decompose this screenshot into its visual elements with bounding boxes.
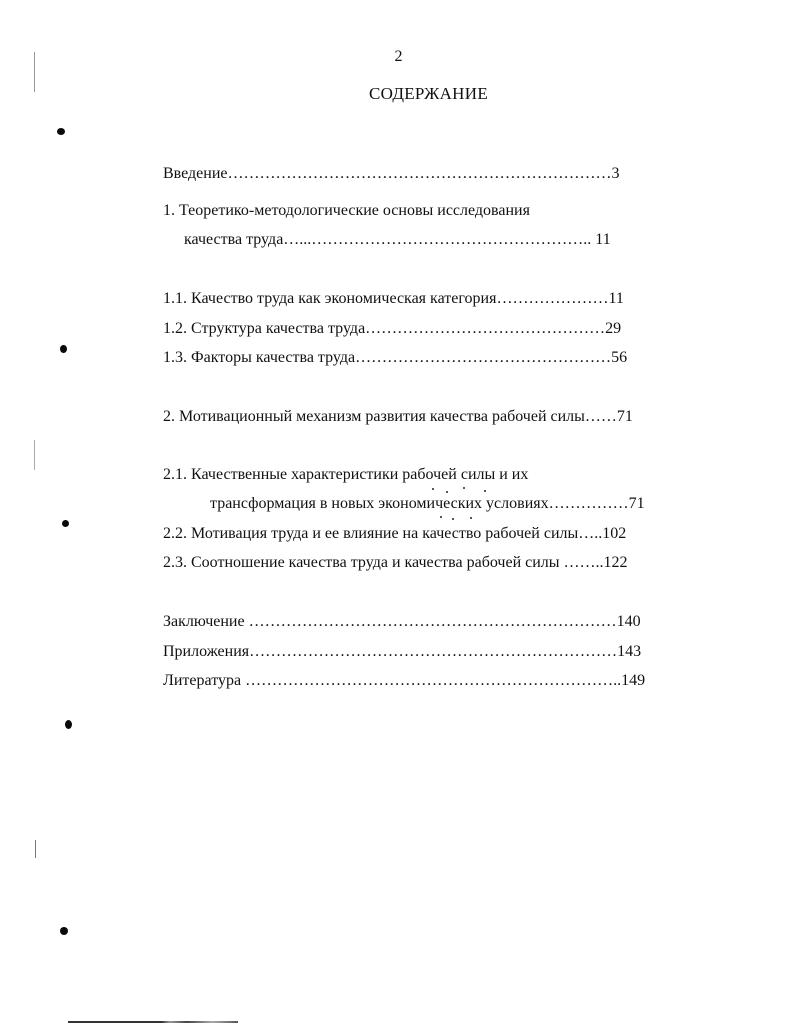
page-title: СОДЕРЖАНИЕ xyxy=(368,84,489,103)
toc-entry-appendices: Приложения……………………………………………………………143 xyxy=(163,643,642,660)
toc-entry-chapter-2: 2. Мотивационный механизм развития качества рабочей силы……71 xyxy=(163,408,633,425)
scan-mark xyxy=(57,128,65,135)
scan-mark xyxy=(60,345,67,353)
scan-mark xyxy=(65,720,72,729)
toc-entry-section-2-1-continuation: трансформация в новых экономических условиях……………71 xyxy=(210,495,645,512)
scan-bottom-line xyxy=(68,1021,238,1023)
scan-speck xyxy=(452,518,454,520)
toc-entry-section-2-1-title: 2.1. Качественные характеристики рабочей силы и их xyxy=(163,466,529,483)
toc-entry-chapter-1-continuation: качества труда…...…………………………………………….. 11 xyxy=(184,231,611,248)
scan-mark xyxy=(60,927,68,935)
toc-entry-conclusion: Заключение ……………………………………………………………140 xyxy=(163,613,641,630)
scan-speck xyxy=(446,491,448,493)
scan-speck xyxy=(470,517,472,519)
toc-entry-section-1-1: 1.1. Качество труда как экономическая категория…………………11 xyxy=(163,290,624,307)
scan-edge-line xyxy=(34,440,35,470)
scan-speck xyxy=(463,487,465,489)
toc-entry-introduction: Введение………………………………………………………………3 xyxy=(163,165,620,182)
page-number: 2 xyxy=(394,48,403,65)
toc-entry-literature: Литература ……………………………………………………………..149 xyxy=(163,672,646,689)
scan-speck xyxy=(440,516,442,518)
scan-speck xyxy=(484,490,486,492)
scan-edge-line xyxy=(35,840,36,858)
toc-entry-section-1-3: 1.3. Факторы качества труда…………………………………………56 xyxy=(163,349,628,366)
toc-entry-section-2-2: 2.2. Мотивация труда и ее влияние на качество рабочей силы…..102 xyxy=(163,525,627,542)
scan-speck xyxy=(432,488,434,490)
toc-entry-section-1-2: 1.2. Структура качества труда………………………………………29 xyxy=(163,320,622,337)
scan-mark xyxy=(62,520,69,527)
scan-edge-line xyxy=(34,52,35,92)
toc-entry-chapter-1-title: 1. Теоретико-методологические основы исследования xyxy=(163,202,530,219)
toc-entry-section-2-3: 2.3. Соотношение качества труда и качества рабочей силы ……..122 xyxy=(163,554,628,571)
